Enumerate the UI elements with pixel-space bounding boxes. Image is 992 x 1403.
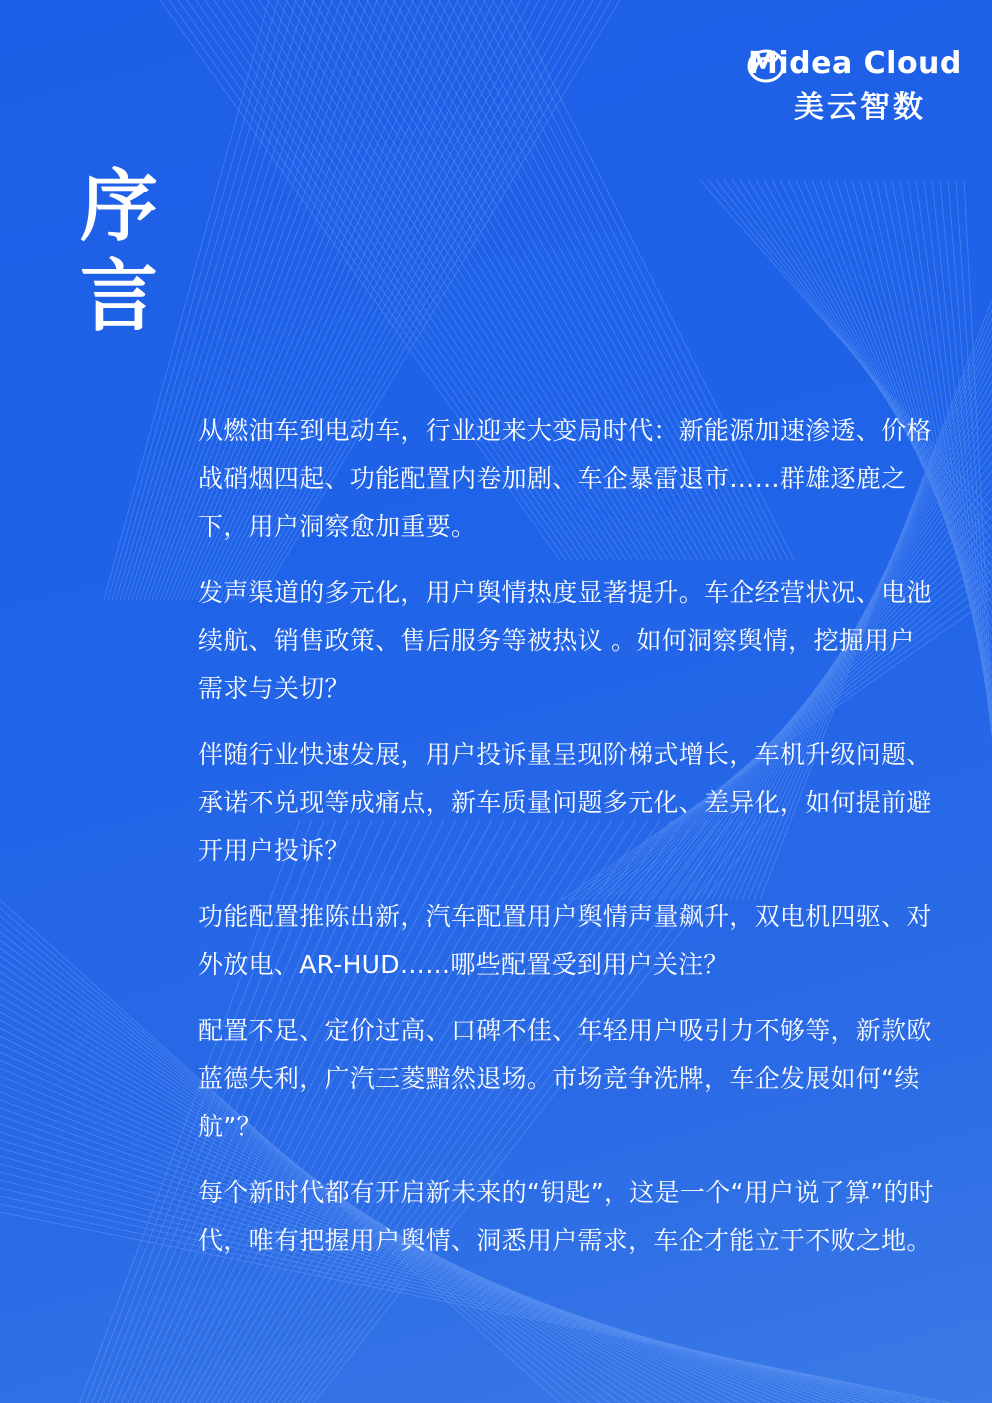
preface-body <box>198 407 936 1283</box>
paragraph: 伴随行业快速发展，用户投诉量呈现阶梯式增长，车机升级问题、承诺不兑现等成痛点，新车质量问题多元化、差异化，如何提前避开用户投诉？ <box>198 740 932 865</box>
brand-logo <box>740 42 970 132</box>
page-title: 序言 <box>79 162 158 342</box>
paragraph: 每个新时代都有开启新未来的“钥匙”，这是一个“用户说了算”的时代，唯有把握用户舆情、洞悉用户需求，车企才能立于不败之地。 <box>198 1178 935 1255</box>
brand-name-en: Midea Cloud <box>748 46 962 81</box>
paragraph: 功能配置推陈出新，汽车配置用户舆情声量飙升，双电机四驱、对外放电、AR-HUD……哪些配置受到用户关注？ <box>198 902 932 979</box>
paragraph: 配置不足、定价过高、口碑不佳、年轻用户吸引力不够等，新款欧蓝德失利，广汽三菱黯然退场。市场竞争洗牌，车企发展如何“续航”？ <box>198 1016 932 1141</box>
paragraph: 从燃油车到电动车，行业迎来大变局时代：新能源加速渗透、价格战硝烟四起、功能配置内卷加剧、车企暴雷退市……群雄逐鹿之下，用户洞察愈加重要。 <box>198 416 932 541</box>
paragraph: 发声渠道的多元化，用户舆情热度显著提升。车企经营状况、电池续航、销售政策、售后服务等被热议 。如何洞察舆情，挖掘用户需求与关切？ <box>198 578 932 703</box>
brand-name-cn: 美云智数 <box>794 90 926 125</box>
